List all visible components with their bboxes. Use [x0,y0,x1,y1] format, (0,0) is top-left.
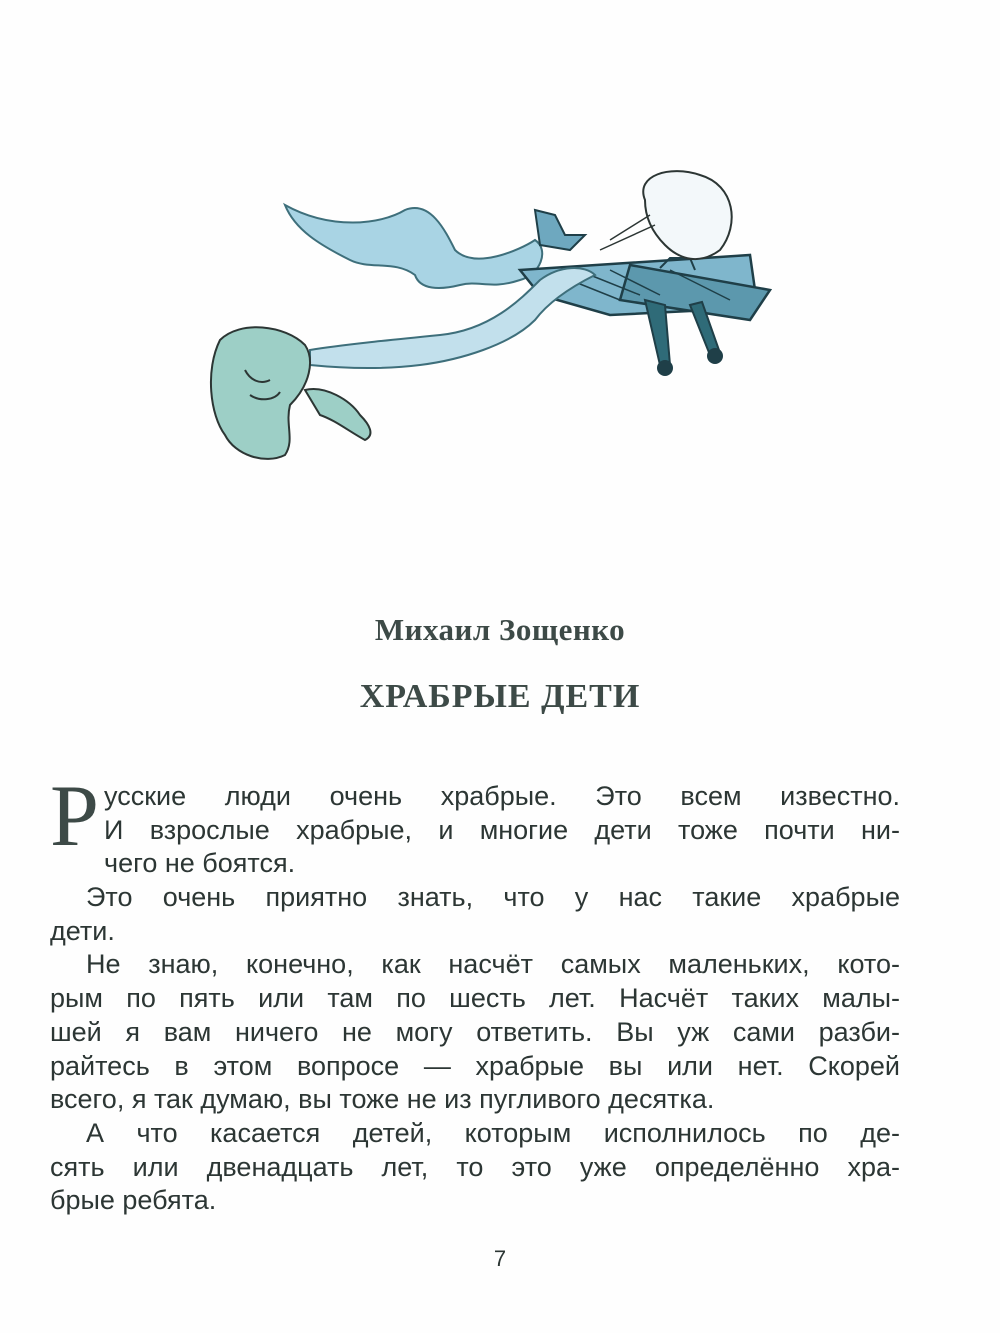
text-line: Это очень приятно знать, что у нас такие храбрые [86,882,900,913]
text-line: сять или двенадцать лет, то это уже определённо хра- [50,1151,900,1182]
text-line: дети. [50,915,115,946]
text-line: шей я вам ничего не могу ответить. Вы уж сами разби- [50,1016,900,1047]
text-line: всего, я так думаю, вы тоже не из пугливого десятка. [50,1084,715,1115]
parachutist-airplane-illustration [190,170,790,480]
parachute-canopy [643,171,731,259]
text-line: усские люди очень храбрые. Это всем известно. [104,781,900,811]
author-name: Михаил Зощенко [374,612,626,647]
text-line: Не знаю, конечно, как насчёт самых маленьких, кото- [86,949,900,980]
text-line: брые ребята. [50,1185,217,1216]
paragraph [50,948,900,1116]
text-line: рым по пять или там по шесть лет. Насчёт таких малы- [50,983,900,1014]
page-number: 7 [493,1246,507,1271]
text-line: райтесь в этом вопросе — храбрые вы или нет. Скорей [50,1050,900,1081]
paragraph [50,881,900,948]
story-title: ХРАБРЫЕ ДЕТИ [359,678,641,715]
smoke-trail-upper [285,205,542,288]
drop-cap: Р [50,768,99,865]
story-text [50,768,900,1218]
text-line: А что касается детей, которым исполнилось по де- [86,1117,900,1148]
paragraph [50,1117,900,1218]
paragraph [50,768,900,881]
text-line: И взрослые храбрые, и многие дети тоже почти ни- [104,814,900,845]
text-line: чего не боятся. [104,848,296,879]
